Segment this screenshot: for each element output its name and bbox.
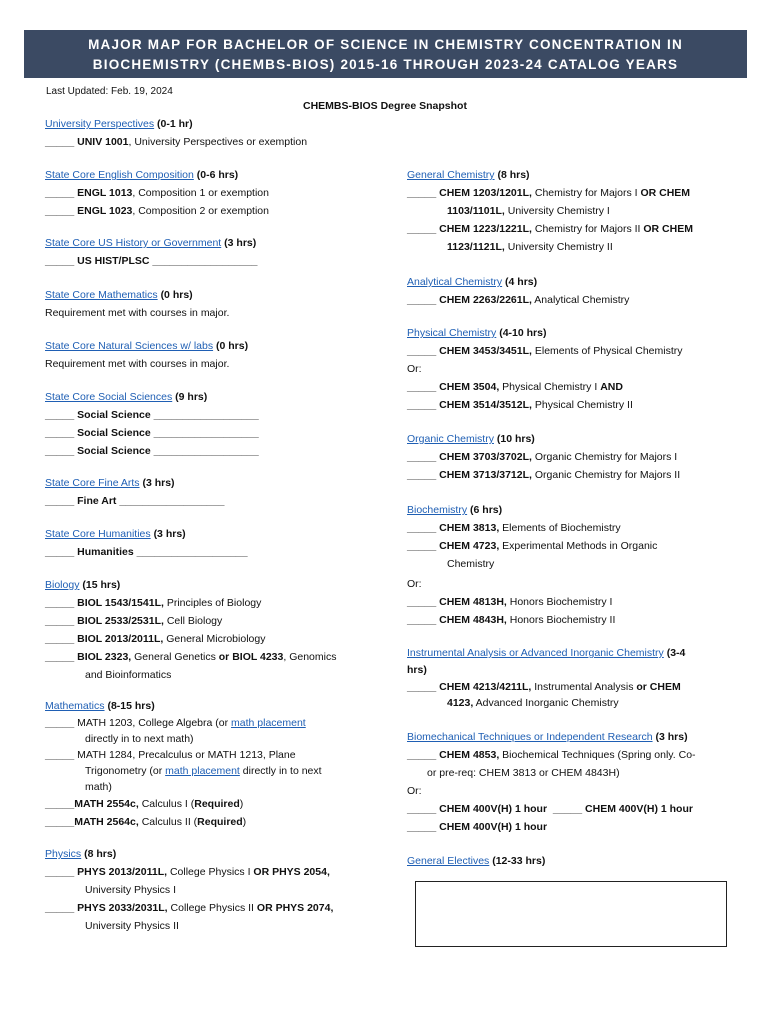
genchem-c2-text: CHEM 1223/1221L, <box>439 223 532 235</box>
instr-c1b-text: 4123, <box>447 697 474 709</box>
biomech-or-text: Or: <box>407 785 422 797</box>
biochem-c1-text: CHEM 3813, <box>439 522 500 534</box>
ochem-c2-text: CHEM 3713/3712L, <box>439 469 532 481</box>
math-c2-text: MATH 2564c, <box>74 816 139 828</box>
blank-text: _____ <box>407 345 437 357</box>
blank-text: _____ <box>552 803 583 815</box>
blank-text: _____ <box>45 427 75 439</box>
link-fine-arts[interactable]: State Core Fine Arts <box>45 477 140 489</box>
biomech-c1-text: CHEM 4853, <box>439 749 500 761</box>
soc-l1-text: Social Science __________________ <box>77 445 259 457</box>
link-instrumental-analysis[interactable]: Instrumental Analysis or Advanced Inorganic Chemistry <box>407 647 664 659</box>
math-t2-text: Calculus II ( <box>138 816 198 828</box>
genchem-t2-text: Chemistry for Majors II <box>531 223 644 235</box>
math-c1-text: MATH 2554c, <box>74 798 139 810</box>
section-biochemistry <box>407 502 657 629</box>
blank-text: _____ <box>45 205 75 217</box>
pchem-c2-text: CHEM 3504, <box>439 381 500 393</box>
nat-hrs-text: (0 hrs) <box>216 340 249 352</box>
course-line <box>407 537 657 555</box>
course-line <box>407 695 685 711</box>
blank-text: _____ <box>45 187 75 199</box>
engl-t2-text: , Composition 2 or exemption <box>132 205 269 217</box>
ochem-t2-text: Organic Chemistry for Majors II <box>531 469 681 481</box>
biomech-t1-text: Biochemical Techniques (Spring only. Co- <box>499 749 696 761</box>
instr-t1-text: Instrumental Analysis <box>531 681 637 693</box>
fine-hrs-text: (3 hrs) <box>142 477 175 489</box>
engl-t1-text: , Composition 1 or exemption <box>132 187 269 199</box>
univ-hrs-text: (0-1 hr) <box>157 118 193 130</box>
section-general-electives <box>407 853 545 870</box>
link-humanities[interactable]: State Core Humanities <box>45 528 151 540</box>
course-line <box>407 238 693 256</box>
electives-box[interactable] <box>415 881 727 947</box>
blank-text: _____ <box>45 615 75 627</box>
biochem-t2-text: Experimental Methods in Organic <box>499 540 658 552</box>
math-core-note-text: Requirement met with courses in major. <box>45 307 230 319</box>
course-line <box>45 715 322 731</box>
section-heading <box>45 389 259 406</box>
section-social-sciences <box>45 389 259 460</box>
pchem-and-text: AND <box>600 381 623 393</box>
biochem-t4-text: Honors Biochemistry II <box>506 614 616 626</box>
genchem-c2b-text: 1123/1121L, <box>447 241 505 253</box>
blank-text: _____ <box>45 798 75 810</box>
genchem-t1-text: Chemistry for Majors I <box>531 187 641 199</box>
biol-c1-text: BIOL 1543/1541L, <box>77 597 164 609</box>
course-line <box>407 342 683 360</box>
blank-text: _____ <box>407 681 437 693</box>
biochem-or-text: Or: <box>407 578 422 590</box>
section-heading <box>45 287 229 304</box>
blank-text: _____ <box>407 749 437 761</box>
course-line <box>407 291 629 309</box>
course-line <box>407 519 657 537</box>
ochem-hrs-text: (10 hrs) <box>496 433 535 445</box>
blank-text: _____ <box>45 902 75 914</box>
link-mathematics[interactable]: Mathematics <box>45 700 105 712</box>
biol-hrs-text: (15 hrs) <box>82 579 121 591</box>
biomech-hrs-text: (3 hrs) <box>655 731 688 743</box>
math-close-text: ) <box>242 816 247 828</box>
section-heading <box>407 502 657 519</box>
section-heading <box>45 698 322 715</box>
nat-note-text: Requirement met with courses in major. <box>45 358 230 370</box>
biochem-t1-text: Elements of Biochemistry <box>499 522 621 534</box>
section-heading <box>407 645 685 662</box>
anal-c1-text: CHEM 2263/2261L, <box>439 294 532 306</box>
link-social-sciences[interactable]: State Core Social Sciences <box>45 391 173 403</box>
course-line <box>407 818 696 836</box>
course-line <box>45 202 269 220</box>
course-line <box>407 679 685 695</box>
biol-or-text: or <box>218 651 230 663</box>
course-line <box>45 252 258 270</box>
blank-text: _____ <box>45 717 75 729</box>
biol-t3-text: General Microbiology <box>163 633 266 645</box>
genchem-t2b-text: University Chemistry II <box>504 241 613 253</box>
biol-c2-text: BIOL 2533/2531L, <box>77 615 164 627</box>
instr-t1b-text: Advanced Inorganic Chemistry <box>473 697 619 709</box>
biol-t2-text: Cell Biology <box>163 615 223 627</box>
hum-hrs-text: (3 hrs) <box>153 528 186 540</box>
genchem-c1-text: CHEM 1203/1201L, <box>439 187 532 199</box>
section-physical-chemistry <box>407 325 683 414</box>
math-req-text: Required <box>194 798 240 810</box>
section-heading <box>407 431 680 448</box>
engl-c1-text: ENGL 1013 <box>77 187 133 199</box>
section-organic-chemistry <box>407 431 680 484</box>
math-req-text: Required <box>197 816 243 828</box>
soc-l1-text: Social Science __________________ <box>77 427 259 439</box>
instr-hrs2-text: hrs) <box>407 664 427 676</box>
page-title <box>24 30 747 78</box>
engl-hrs-text: (0-6 hrs) <box>196 169 239 181</box>
biochem-t3-text: Honors Biochemistry I <box>506 596 613 608</box>
blank-text: _____ <box>407 821 437 833</box>
course-line <box>45 442 259 460</box>
section-heading <box>407 662 685 679</box>
course-line <box>45 795 322 813</box>
biochem-hrs-text: (6 hrs) <box>470 504 503 516</box>
section-english <box>45 167 269 220</box>
blank-text: _____ <box>407 381 437 393</box>
section-heading <box>45 846 333 863</box>
course-line <box>45 406 259 424</box>
phys-t2-text: College Physics II <box>167 902 257 914</box>
course-line <box>45 648 336 666</box>
section-instrumental-analysis <box>407 645 685 711</box>
phys-or2-text: OR PHYS 2074, <box>256 902 334 914</box>
link-physics[interactable]: Physics <box>45 848 82 860</box>
section-general-chemistry <box>407 167 693 256</box>
course-line <box>45 763 322 779</box>
section-heading <box>45 235 258 252</box>
math-core-hrs-text: (0 hrs) <box>160 289 193 301</box>
section-heading <box>45 338 248 355</box>
section-university-perspectives <box>45 116 307 151</box>
blank-text: _____ <box>407 522 437 534</box>
anal-t1-text: Analytical Chemistry <box>531 294 630 306</box>
course-line <box>45 184 269 202</box>
title-line1-text: MAJOR MAP FOR BACHELOR OF SCIENCE IN CHEMISTRY CONCENTRATION IN <box>88 37 683 52</box>
course-line <box>45 813 322 831</box>
link-biochemistry[interactable]: Biochemistry <box>407 504 468 516</box>
link-math-placement-2[interactable]: math placement <box>165 765 240 777</box>
blank-text: _____ <box>407 596 437 608</box>
math-b4-text: math) <box>85 781 112 793</box>
genchem-t1b-text: University Chemistry I <box>504 205 610 217</box>
genchem-hrs-text: (8 hrs) <box>497 169 530 181</box>
blank-text: _____ <box>407 294 437 306</box>
section-mathematics <box>45 698 322 831</box>
section-natural-sciences <box>45 338 248 373</box>
hum-l1-text: Humanities ___________________ <box>77 546 248 558</box>
blank-text: _____ <box>407 223 437 235</box>
link-organic-chemistry[interactable]: Organic Chemistry <box>407 433 494 445</box>
section-heading <box>45 167 269 184</box>
phys-t1b-text: University Physics I <box>85 884 177 896</box>
biochem-c3-text: CHEM 4813H, <box>439 596 507 608</box>
course-line <box>45 630 336 648</box>
section-heading <box>45 475 224 492</box>
link-math-placement[interactable]: math placement <box>231 717 306 729</box>
blank-text: _____ <box>407 187 437 199</box>
biol-t1-text: Principles of Biology <box>163 597 262 609</box>
section-biomechanical-techniques <box>407 729 696 836</box>
section-physics <box>45 846 333 935</box>
pchem-hrs-text: (4-10 hrs) <box>499 327 547 339</box>
fine-l1-text: Fine Art __________________ <box>77 495 225 507</box>
biol-t4-text: General Genetics <box>131 651 219 663</box>
section-heading <box>407 853 545 870</box>
course-line <box>45 747 322 763</box>
section-heading <box>45 526 248 543</box>
pchem-or-text: Or: <box>407 363 422 375</box>
blank-text: _____ <box>407 451 437 463</box>
univ-c1-text: UNIV 1001 <box>77 136 129 148</box>
ochem-c1-text: CHEM 3703/3702L, <box>439 451 532 463</box>
link-history[interactable]: State Core US History or Government <box>45 237 222 249</box>
section-heading <box>407 729 696 746</box>
math-b3-text: directly in to next <box>239 765 322 777</box>
anal-hrs-text: (4 hrs) <box>505 276 538 288</box>
biol-t4c-text: and Bioinformatics <box>85 669 172 681</box>
blank-text: _____ <box>45 816 75 828</box>
pchem-t3-text: Physical Chemistry II <box>531 399 633 411</box>
math-hrs-text: (8-15 hrs) <box>107 700 155 712</box>
math-a2-text: directly in to next math) <box>85 733 194 745</box>
biomech-c3-text: CHEM 400V(H) 1 hour <box>585 803 693 815</box>
link-physical-chemistry[interactable]: Physical Chemistry <box>407 327 497 339</box>
biomech-t1b-text: or pre-req: CHEM 3813 or CHEM 4843H) <box>427 767 620 779</box>
blank-text: _____ <box>45 651 75 663</box>
course-line <box>45 594 336 612</box>
course-line <box>407 800 696 818</box>
pchem-c1-text: CHEM 3453/3451L, <box>439 345 532 357</box>
blank-text: _____ <box>407 469 437 481</box>
link-english[interactable]: State Core English Composition <box>45 169 194 181</box>
section-biology <box>45 577 336 684</box>
hist-hrs-text: (3 hrs) <box>224 237 257 249</box>
genchem-or1-text: OR CHEM <box>640 187 691 199</box>
genchem-c1b-text: 1103/1101L, <box>447 205 505 217</box>
blank-text: _____ <box>407 803 437 815</box>
pchem-t1-text: Elements of Physical Chemistry <box>531 345 683 357</box>
blank-text: _____ <box>407 540 437 552</box>
course-line <box>407 202 693 220</box>
soc-l1-text: Social Science __________________ <box>77 409 259 421</box>
instr-hrs-text: (3-4 <box>666 647 686 659</box>
course-line <box>407 746 696 764</box>
section-heading <box>45 577 336 594</box>
blank-text: _____ <box>45 445 75 457</box>
course-line <box>407 593 657 611</box>
section-humanities <box>45 526 248 561</box>
section-core-math <box>45 287 229 322</box>
biochem-t2b-text: Chemistry <box>447 558 495 570</box>
link-natural-sciences[interactable]: State Core Natural Sciences w/ labs <box>45 340 214 352</box>
instr-or-text: or CHEM <box>636 681 681 693</box>
biomech-c4-text: CHEM 400V(H) 1 hour <box>439 821 548 833</box>
ochem-t1-text: Organic Chemistry for Majors I <box>531 451 678 463</box>
blank-text: _____ <box>45 633 75 645</box>
biol-t4b-text: , Genomics <box>283 651 337 663</box>
blank-text: _____ <box>45 749 75 761</box>
phys-hrs-text: (8 hrs) <box>84 848 117 860</box>
blank-text: _____ <box>45 546 75 558</box>
section-analytical-chemistry <box>407 274 629 309</box>
link-biology[interactable]: Biology <box>45 579 80 591</box>
biol-c3-text: BIOL 2013/2011L, <box>77 633 164 645</box>
title-line2-text: BIOCHEMISTRY (CHEMBS-BIOS) 2015-16 THROUGH 2023-24 CATALOG YEARS <box>92 57 679 72</box>
math-t1-text: Calculus I ( <box>138 798 195 810</box>
course-line <box>45 424 259 442</box>
math-close-text: ) <box>239 798 244 810</box>
course-line <box>45 899 333 917</box>
elect-hrs-text: (12-33 hrs) <box>492 855 546 867</box>
section-heading <box>407 167 693 184</box>
section-heading <box>407 325 683 342</box>
univ-t1-text: , University Perspectives or exemption <box>128 136 308 148</box>
course-line <box>45 863 333 881</box>
snapshot-heading: CHEMBS-BIOS Degree Snapshot <box>303 100 467 112</box>
link-general-electives[interactable]: General Electives <box>407 855 490 867</box>
blank-text: _____ <box>407 614 437 626</box>
course-line <box>407 466 680 484</box>
phys-or1-text: OR PHYS 2054, <box>253 866 330 878</box>
blank-text: _____ <box>45 136 75 148</box>
link-university-perspectives[interactable]: University Perspectives <box>45 118 155 130</box>
soc-hrs-text: (9 hrs) <box>175 391 208 403</box>
phys-t2b-text: University Physics II <box>85 920 179 932</box>
last-updated: Last Updated: Feb. 19, 2024 <box>46 86 173 97</box>
course-line <box>45 543 248 561</box>
blank-text: _____ <box>45 597 75 609</box>
biochem-c2-text: CHEM 4723, <box>439 540 500 552</box>
hist-l1-text: US HIST/PLSC __________________ <box>77 255 258 267</box>
link-general-chemistry[interactable]: General Chemistry <box>407 169 495 181</box>
course-line <box>45 492 224 510</box>
math-a1-text: MATH 1203, College Algebra (or <box>74 717 232 729</box>
biomech-c2-text: CHEM 400V(H) 1 hour <box>439 803 548 815</box>
link-analytical-chemistry[interactable]: Analytical Chemistry <box>407 276 503 288</box>
course-line <box>407 448 680 466</box>
course-line <box>45 133 307 151</box>
section-heading <box>45 116 307 133</box>
engl-c2-text: ENGL 1023 <box>77 205 133 217</box>
course-line <box>407 396 683 414</box>
blank-text: _____ <box>45 409 75 421</box>
biochem-c4-text: CHEM 4843H, <box>439 614 507 626</box>
course-line <box>407 184 693 202</box>
blank-text: _____ <box>407 399 437 411</box>
link-core-math[interactable]: State Core Mathematics <box>45 289 158 301</box>
pchem-t2-text: Physical Chemistry I <box>499 381 601 393</box>
biol-c4-text: BIOL 2323, <box>77 651 132 663</box>
course-line <box>407 220 693 238</box>
course-line <box>45 612 336 630</box>
blank-text: _____ <box>45 495 75 507</box>
genchem-or2-text: OR CHEM <box>643 223 693 235</box>
section-history <box>45 235 258 270</box>
course-line <box>407 611 657 629</box>
biol-c4b-text: BIOL 4233 <box>232 651 284 663</box>
math-b1-text: MATH 1284, Precalculus or MATH 1213, Plane <box>74 749 296 761</box>
pchem-c3-text: CHEM 3514/3512L, <box>439 399 532 411</box>
blank-text: _____ <box>45 255 75 267</box>
phys-t1-text: College Physics I <box>167 866 254 878</box>
phys-c2-text: PHYS 2033/2031L, <box>77 902 168 914</box>
link-biomechanical-techniques[interactable]: Biomechanical Techniques or Independent Research <box>407 731 653 743</box>
course-line <box>407 378 683 396</box>
instr-c1-text: CHEM 4213/4211L, <box>439 681 532 693</box>
math-b2-text: Trigonometry (or <box>85 765 166 777</box>
phys-c1-text: PHYS 2013/2011L, <box>77 866 168 878</box>
section-heading <box>407 274 629 291</box>
section-fine-arts <box>45 475 224 510</box>
blank-text: _____ <box>45 866 75 878</box>
